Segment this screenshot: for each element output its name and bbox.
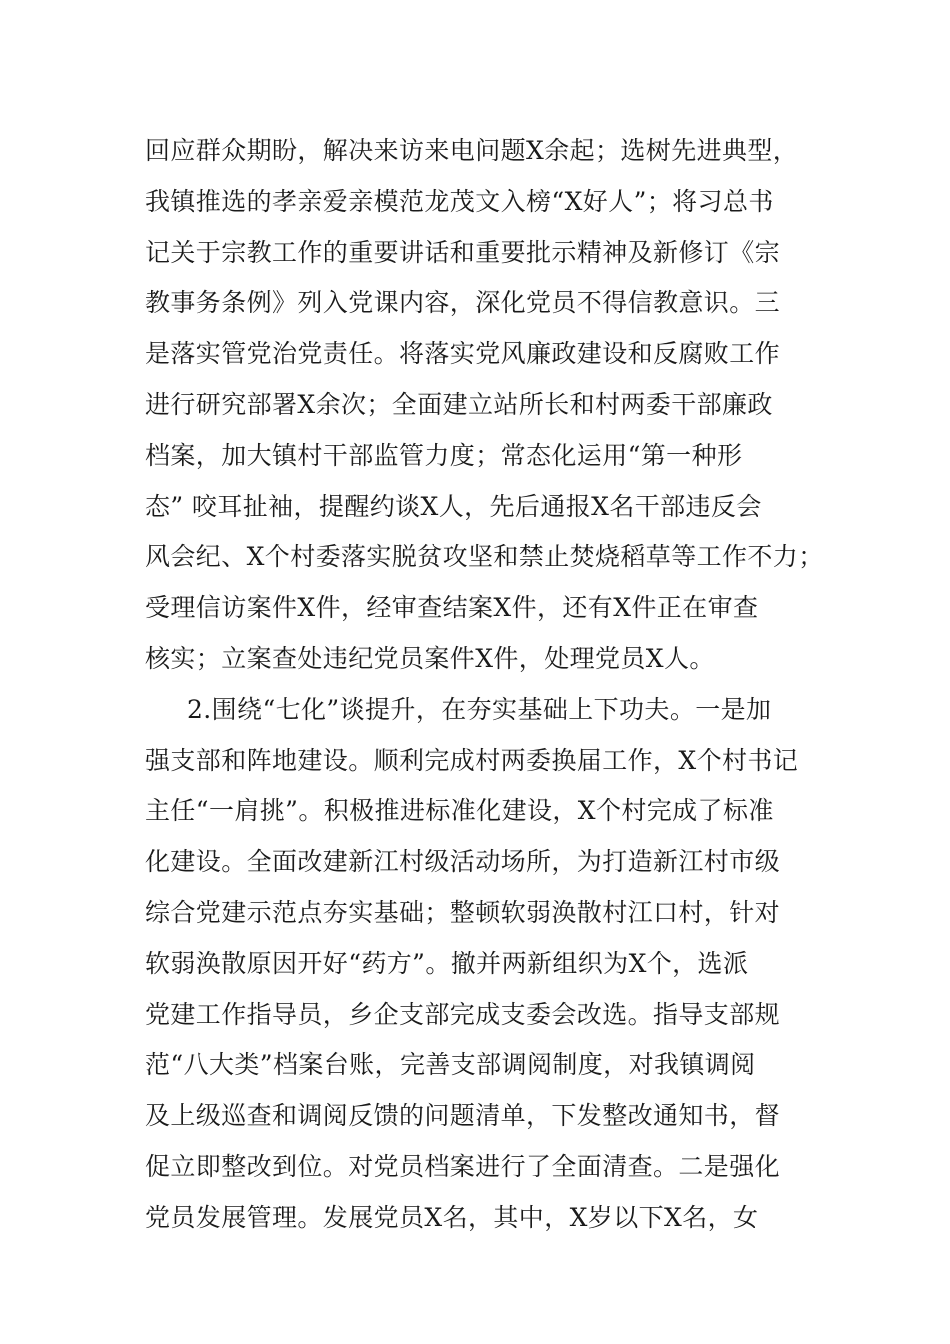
text-line: 党员发展管理。发展党员X名，其中，X岁以下X名，女	[145, 1202, 759, 1232]
text-line: 态” 咬耳扯袖，提醒约谈X人，先后通报X名干部违反会	[145, 491, 762, 521]
text-line: 是落实管党治党责任。将落实党风廉政建设和反腐败工作	[145, 339, 781, 369]
text-line: 核实；立案查处违纪党员案件X件，处理党员X人。	[145, 643, 715, 673]
text-line: 受理信访案件X件，经审查结案X件，还有X件正在审查	[145, 593, 759, 623]
text-line: 主任“一肩挑”。积极推进标准化建设，X个村完成了标准	[145, 796, 774, 826]
text-line: 回应群众期盼，解决来访来电问题X余起；选树先进典型，	[145, 136, 799, 165]
section-heading-line: 2.围绕“七化”谈提升，在夯实基础上下功夫。一是加	[187, 694, 772, 724]
document-body	[145, 126, 835, 1244]
text-line: 促立即整改到位。对党员档案进行了全面清查。二是强化	[145, 1151, 781, 1181]
text-line: 进行研究部署X余次；全面建立站所长和村两委干部廉政	[145, 389, 773, 419]
text-line: 综合党建示范点夯实基础；整顿软弱涣散村江口村，针对	[145, 897, 781, 927]
text-line: 风会纪、X个村委落实脱贫攻坚和禁止焚烧稻草等工作不力；	[145, 542, 824, 572]
text-line: 教事务条例》列入党课内容，深化党员不得信教意识。三	[145, 288, 781, 318]
text-line: 范“八大类”档案台账，完善支部调阅制度，对我镇调阅	[145, 1050, 756, 1080]
text-line: 党建工作指导员，乡企支部完成支委会改选。指导支部规	[145, 999, 781, 1029]
text-line: 软弱涣散原因开好“药方”。撤并两新组织为X个，选派	[145, 948, 749, 978]
text-line: 化建设。全面改建新江村级活动场所，为打造新江村市级	[145, 847, 781, 877]
text-line: 记关于宗教工作的重要讲话和重要批示精神及新修订《宗	[145, 237, 781, 267]
text-line: 及上级巡查和调阅反馈的问题清单，下发整改通知书，督	[145, 1101, 781, 1131]
text-line: 我镇推选的孝亲爱亲模范龙茂文入榜“X好人”；将习总书	[145, 186, 774, 216]
text-line: 档案，加大镇村干部监管力度；常态化运用“第一种形	[145, 440, 743, 470]
text-line: 强支部和阵地建设。顺利完成村两委换届工作，X个村书记	[145, 745, 799, 775]
